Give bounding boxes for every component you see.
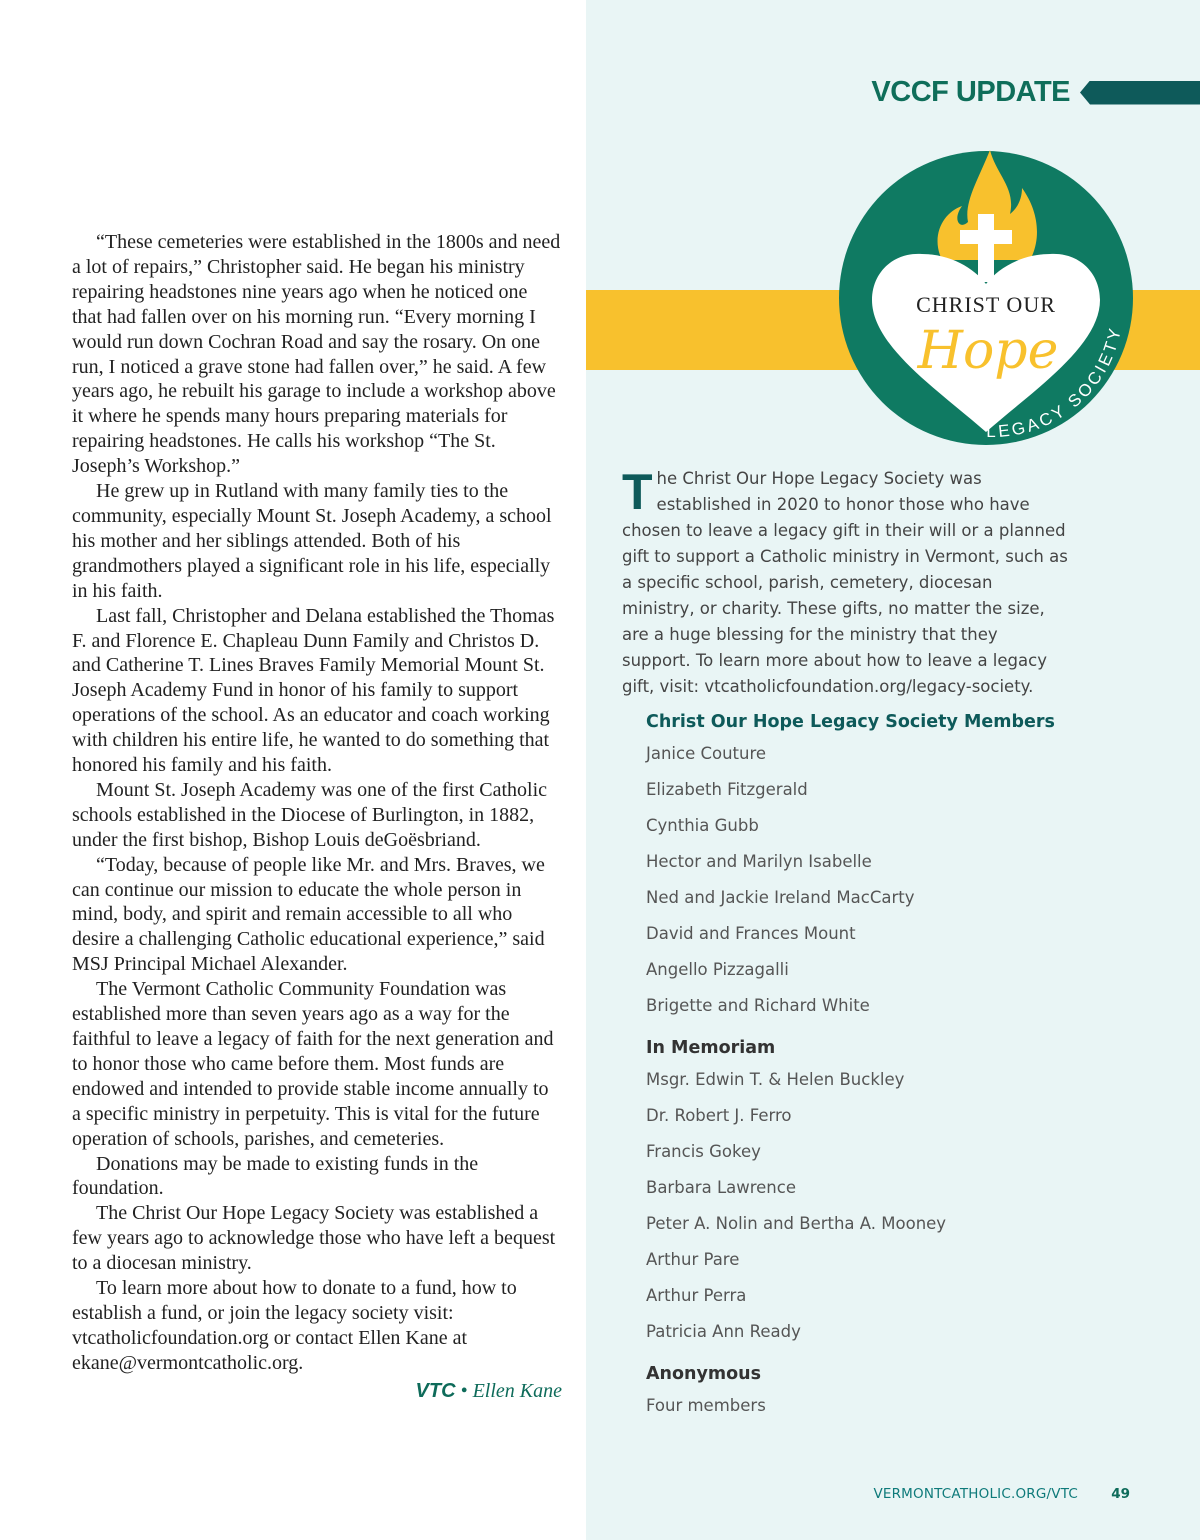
memoriam-heading: In Memoriam: [646, 1038, 776, 1058]
list-item: Four members: [646, 1396, 766, 1415]
legacy-society-logo: [838, 150, 1134, 446]
article-paragraph: “These cemeteries were established in the 1800s and need a lot of repairs,” Christopher said. He began his ministry repairing headstones nine years ago when he noticed one that had fallen over on his morning run. “Every morning I would run down Cochran Road and say the rosary. On one run, I noticed a grave stone had fallen over,” he said. A few years ago, he rebuilt his garage to include a workshop above it where he spends many hours preparing materials for repairing headstones. He calls his workshop “The St. Joseph’s Workshop.”: [72, 231, 561, 478]
article-column: [72, 230, 562, 1404]
logo-line-1: CHRIST OUR: [916, 292, 1056, 317]
article-paragraph: Donations may be made to existing funds in the foundation.: [72, 1152, 479, 1200]
list-item: Peter A. Nolin and Bertha A. Mooney: [646, 1214, 947, 1233]
logo-line-2: Hope: [917, 321, 1059, 381]
byline-separator: •: [460, 1379, 468, 1402]
anonymous-list: [646, 1388, 1146, 1424]
article-paragraph: Mount St. Joseph Academy was one of the first Catholic schools established in the Diocese of Burlington, in 1882, under the first bishop, Bishop Louis deGoësbriand.: [72, 778, 548, 851]
logo-line-3: LEGACY SOCIETY: [986, 324, 1126, 441]
intro-paragraph: he Christ Our Hope Legacy Society was established in 2020 to honor those who have chosen to leave a legacy gift in their will or a planned gift to support a Catholic ministry in Vermont, such as a specific school, parish, cemetery, diocesan ministry, or charity. These gifts, no matter the size, are a huge blessing for the ministry that they support. To learn more about how to leave a legacy gift, visit: vtcatholicfoundation.org/legacy-society.: [622, 469, 1068, 696]
list-item: Ned and Jackie Ireland MacCarty: [646, 888, 915, 907]
byline-author: Ellen Kane: [472, 1379, 562, 1402]
article-paragraph: Last fall, Christopher and Delana established the Thomas F. and Florence E. Chapleau Dunn Family and Christos D. and Catherine T. Lines Braves Family Memorial Mount St. Joseph Academy Fund in honor of his family to support operations of the school. As an educator and coach working with children his entire life, he wanted to do something that honored his family and his faith.: [72, 604, 555, 777]
list-item: Janice Couture: [646, 744, 767, 763]
member-lists: [646, 708, 1146, 1424]
list-item: Arthur Perra: [646, 1286, 747, 1305]
article-paragraph: He grew up in Rutland with many family ties to the community, especially Mount St. Joseph Academy, a school his mother and her siblings attended. Both of his grandmothers played a significant role in his life, especially in his faith.: [72, 480, 552, 602]
list-item: Msgr. Edwin T. & Helen Buckley: [646, 1070, 905, 1089]
sidebar-panel: [586, 0, 1200, 1540]
list-item: Barbara Lawrence: [646, 1178, 796, 1197]
list-item: Cynthia Gubb: [646, 816, 759, 835]
members-list: [646, 736, 1146, 1024]
members-heading: Christ Our Hope Legacy Society Members: [646, 712, 1055, 732]
memoriam-list: [646, 1062, 1146, 1350]
list-item: Elizabeth Fitzgerald: [646, 780, 808, 799]
list-item: Hector and Marilyn Isabelle: [646, 852, 872, 871]
drop-cap: T: [622, 464, 653, 520]
byline-publication: VTC: [415, 1379, 456, 1402]
list-item: David and Frances Mount: [646, 924, 856, 943]
intro-text: [622, 466, 1068, 700]
section-header: [871, 76, 1200, 109]
list-item: Dr. Robert J. Ferro: [646, 1106, 792, 1125]
section-title: VCCF UPDATE: [871, 76, 1070, 108]
list-item: Brigette and Richard White: [646, 996, 870, 1015]
article-paragraph: “Today, because of people like Mr. and Mrs. Braves, we can continue our mission to educate the whole person in mind, body, and spirit and remain accessible to all who desire a challenging Catholic educational experience,” said MSJ Principal Michael Alexander.: [72, 853, 545, 976]
article-paragraph: The Vermont Catholic Community Foundation was established more than seven years ago as a way for the faithful to leave a legacy of faith for the next generation and to honor those who came before them. Most funds are endowed and intended to provide stable income annually to a specific ministry in perpetuity. This is vital for the future operation of schools, parishes, and cemeteries.: [72, 978, 554, 1150]
article-paragraph: To learn more about how to donate to a fund, how to establish a fund, or join the legacy society visit: vtcatholicfoundation.org or contact Ellen Kane at ekane@vermontcatholic.org.: [72, 1277, 517, 1374]
list-item: Francis Gokey: [646, 1142, 761, 1161]
list-item: Angello Pizzagalli: [646, 960, 789, 979]
article-paragraph: The Christ Our Hope Legacy Society was established a few years ago to acknowledge those who have left a bequest to a diocesan ministry.: [72, 1202, 556, 1275]
page-number: 49: [1111, 1486, 1130, 1502]
anonymous-heading: Anonymous: [646, 1364, 762, 1384]
list-item: Arthur Pare: [646, 1250, 740, 1269]
byline: [72, 1379, 562, 1404]
list-item: Patricia Ann Ready: [646, 1322, 801, 1341]
footer-url: VERMONTCATHOLIC.ORG/VTC: [873, 1486, 1078, 1502]
section-tab-decoration: [1080, 81, 1200, 105]
